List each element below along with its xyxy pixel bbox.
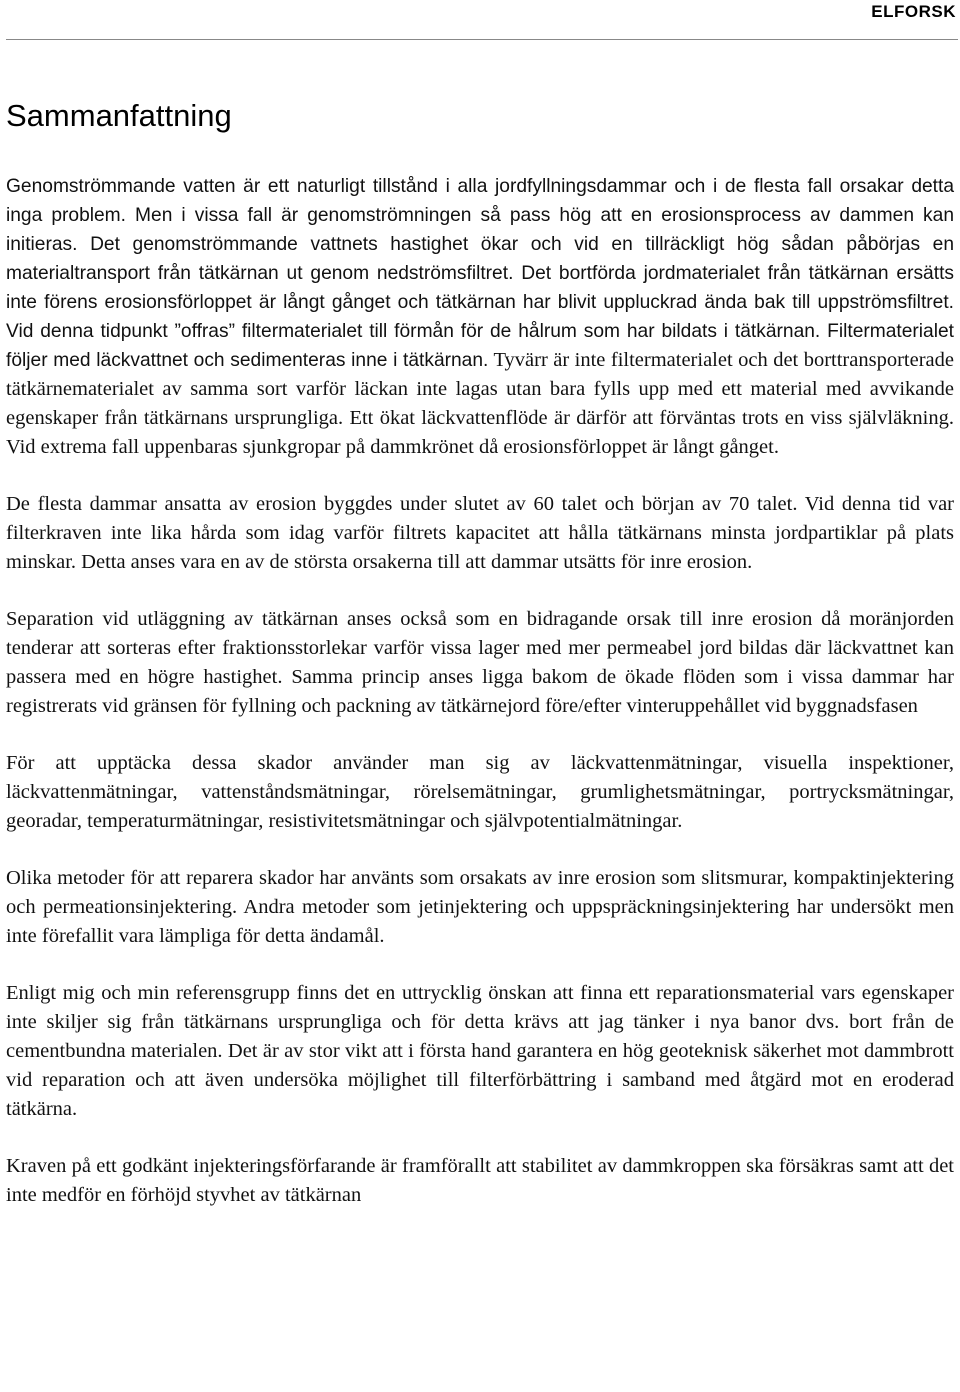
paragraph-4: För att upptäcka dessa skador använder man sig av läckvattenmätningar, visuella inspektioner, läckvattenmätningar, vattenståndsmätningar, rörelsemätningar, grumlighetsmätningar, portrycksmätningar, georadar, temperaturmätningar, resistivitetsmätningar och självpotentialmätningar. [6,752,954,832]
paragraph-5: Olika metoder för att reparera skador har använts som orsakats av inre erosion som slitsmurar, kompaktinjektering och permeationsinjektering. Andra metoder som jetinjektering och uppspräckningsinjektering har undersökt men inte förefallit vara lämpliga för detta ändamål. [6,867,954,947]
header-divider [6,39,958,40]
paragraph-6: Enligt mig och min referensgrupp finns det en uttrycklig önskan att finna ett reparationsmaterial vars egenskaper inte skiljer sig från tätkärnans ursprungliga och för detta krävs att jag tänker i nya banor dvs. bort från de cementbundna materialen. Det är av stor vikt att i första hand garantera en hög geoteknisk säkerhet mot dammbrott vid reparation och att även undersöka möjlighet till filterförbättring i samband med åtgärd mot en eroderad tätkärna. [6,982,954,1120]
paragraph-1-sans-part: Genomströmmande vatten är ett naturligt tillstånd i alla jordfyllningsdammar och i de flesta fall orsakar detta inga problem. Men i vissa fall är genomströmningen så pass hög att en erosionsprocess av dammen kan initieras. Det genomströmmande vattnets hastighet ökar och vid en tillräckligt hög sådan påbörjas en materialtransport från tätkärnan ut genom nedströmsfiltret. Det bortförda jordmaterialet från tätkärnan ersätts inte förens erosionsförloppet är långt gånget och tätkärnan har blivit uppluckrad ända bak till uppströmsfiltret. Vid denna tidpunkt ”offras” filtermaterialet till förmån för de hålrum som har bildats i tätkärnan. Filtermaterialet följer med läckvattnet och sedimenteras inne i tätkärnan. [6,176,954,371]
page-header [0,0,960,42]
section-title: Sammanfattning [6,98,232,133]
paragraph-2: De flesta dammar ansatta av erosion byggdes under slutet av 60 talet och början av 70 talet. Vid denna tid var filterkraven inte lika hårda som idag varför filtrets kapacitet att hålla tätkärnans minsta jordpartiklar på plats minskar. Detta anses vara en av de största orsakerna till att dammar utsätts för inre erosion. [6,493,954,573]
paragraph-7: Kraven på ett godkänt injekteringsförfarande är framförallt att stabilitet av dammkroppen ska försäkras samt att det inte medför en förhöjd styvhet av tätkärnan [6,1155,954,1206]
paragraph-1-serif-part: Tyvärr är inte filtermaterialet och det borttransporterade tätkärnematerialet av samma sort varför läckan inte lagas utan bara fylls upp med ett material med avvikande egenskaper från tätkärnans ursprungliga. Ett ökat läckvattenflöde är därför att förväntas trots en viss självläkning. Vid extrema fall uppenbaras sjunkgropar på dammkrönet då erosionsförloppet är långt gånget. [6,349,954,458]
paragraph-1 [6,172,954,462]
summary-body [6,172,954,1238]
paragraph-3: Separation vid utläggning av tätkärnan anses också som en bidragande orsak till inre erosion då moränjorden tenderar att sorteras efter fraktionsstorlekar varför vissa lager med mer permeabel jord bildas där läckvattnet kan passera med en högre hastighet. Samma princip anses ligga bakom de ökade flöden som i vissa dammar har registrerats vid gränsen för fyllning och packning av tätkärnejord före/efter vinteruppehållet vid byggnadsfasen [6,608,954,717]
brand-name: ELFORSK [871,2,956,21]
